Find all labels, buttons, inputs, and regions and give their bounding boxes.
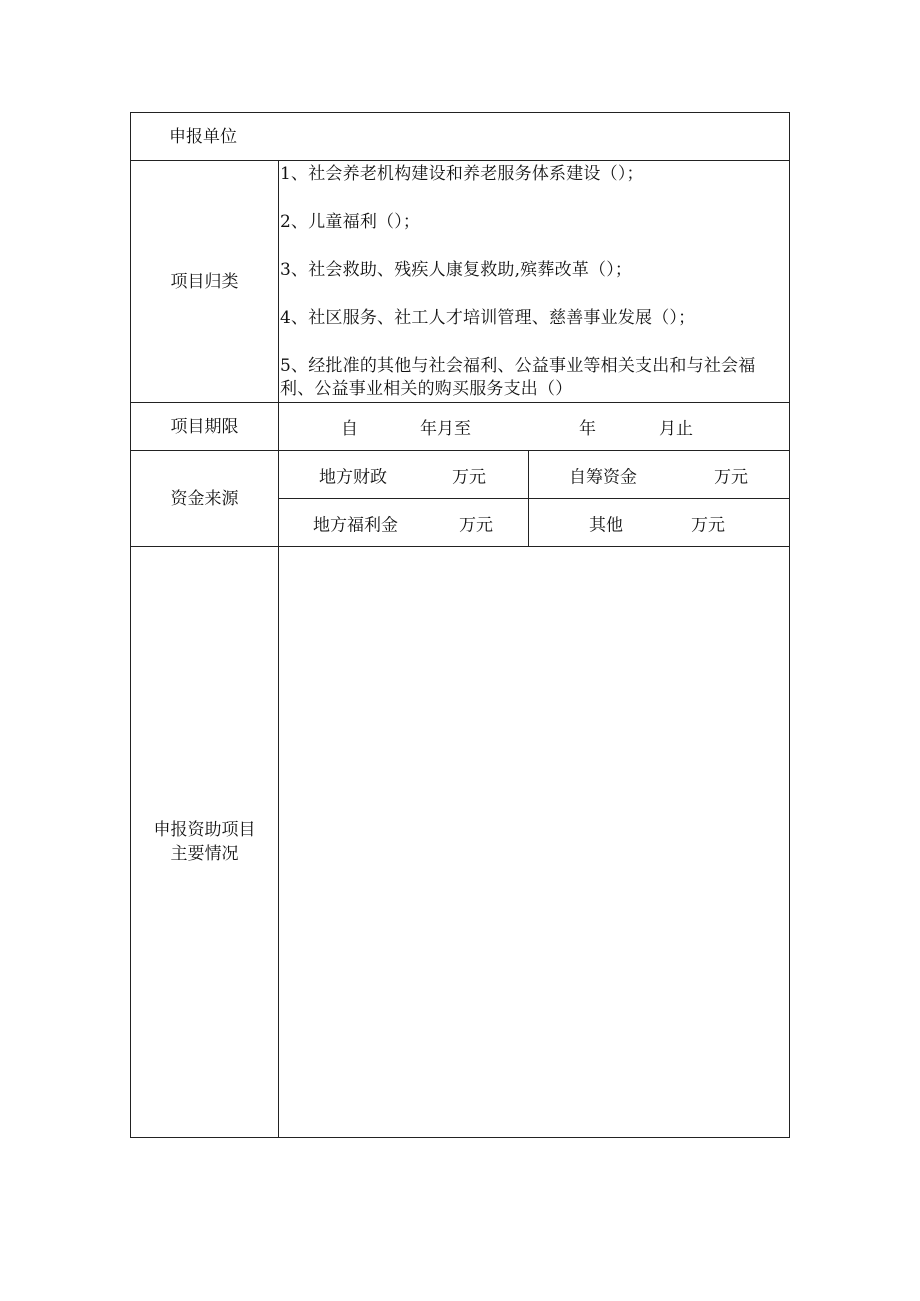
local-finance-unit: 万元 xyxy=(452,467,486,487)
other-funding-unit: 万元 xyxy=(691,515,725,536)
project-category-row xyxy=(131,161,789,403)
category-option-5[interactable]: 5、经批准的其他与社会福利、公益事业等相关支出和与社会福利、公益事业相关的购买服务支出（） xyxy=(280,356,756,399)
applicant-unit-label xyxy=(131,113,789,160)
self-raised-unit: 万元 xyxy=(714,467,748,487)
period-year-month-to-text: 年月至 xyxy=(420,419,471,439)
category-option-4[interactable]: 4、社区服务、社工人才培训管理、慈善事业发展（）； xyxy=(280,308,696,328)
project-period-row xyxy=(131,403,789,451)
project-main-situation-label xyxy=(131,547,279,1137)
local-welfare-lottery-unit: 万元 xyxy=(459,515,493,536)
period-from-text: 自 xyxy=(341,419,358,439)
funding-source-grid xyxy=(279,451,789,546)
category-option-2[interactable]: 2、儿童福利（）； xyxy=(280,212,421,232)
applicant-unit-row xyxy=(131,113,789,161)
category-option-3[interactable]: 3、社会救助、残疾人康复救助,殡葬改革（）； xyxy=(280,260,633,280)
period-year-text: 年 xyxy=(579,419,596,439)
project-period-fields xyxy=(279,403,789,450)
other-funding-label: 其他 xyxy=(589,515,623,536)
funding-source-label xyxy=(131,451,279,546)
self-raised-label: 自筹资金 xyxy=(569,467,637,487)
project-category-label xyxy=(131,161,279,402)
application-form-table xyxy=(130,112,790,1138)
local-finance-cell[interactable] xyxy=(279,451,529,499)
project-category-label-text: 项目归类 xyxy=(170,271,239,292)
project-period-label xyxy=(131,403,279,450)
project-main-situation-row xyxy=(131,547,789,1137)
period-month-end-text: 月止 xyxy=(659,419,693,439)
funding-source-row xyxy=(131,451,789,547)
project-main-situation-label-line2: 主要情况 xyxy=(170,844,239,864)
applicant-unit-label-text: 申报单位 xyxy=(169,126,237,147)
other-funding-cell[interactable] xyxy=(529,499,789,547)
project-main-situation-input-area[interactable] xyxy=(279,547,789,1137)
local-welfare-lottery-label: 地方福利金 xyxy=(313,515,398,536)
project-category-options xyxy=(279,161,789,402)
funding-source-label-text: 资金来源 xyxy=(170,488,239,509)
project-period-label-text: 项目期限 xyxy=(170,416,239,437)
local-finance-label: 地方财政 xyxy=(319,467,387,487)
project-main-situation-label-stack xyxy=(154,818,256,866)
self-raised-cell[interactable] xyxy=(529,451,789,499)
category-option-1[interactable]: 1、社会养老机构建设和养老服务体系建设（）； xyxy=(280,164,644,184)
local-welfare-lottery-cell[interactable] xyxy=(279,499,529,547)
project-main-situation-label-line1: 申报资助项目 xyxy=(153,820,256,840)
